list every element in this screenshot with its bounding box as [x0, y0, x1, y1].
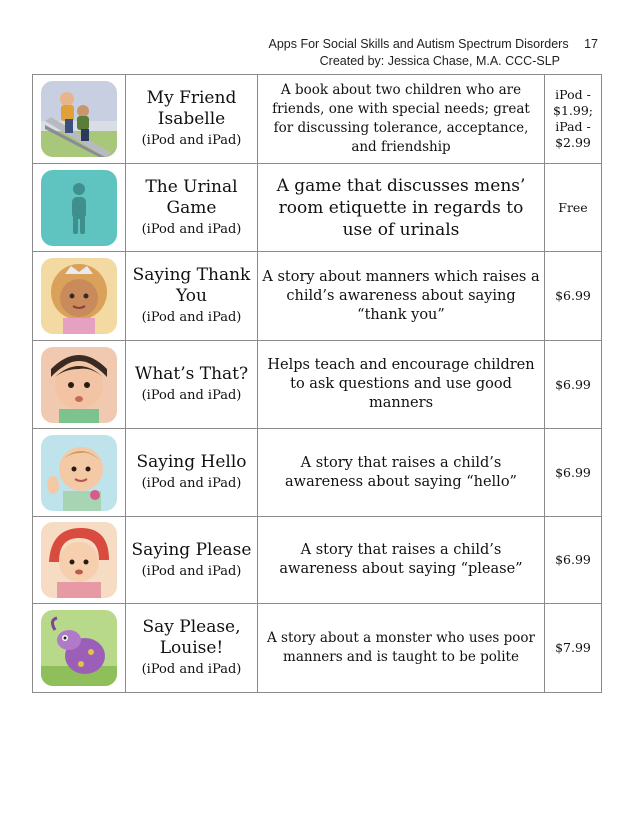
app-platform: (iPod and iPad) — [141, 388, 242, 403]
apps-table — [32, 74, 602, 693]
app-price: $6.99 — [555, 376, 591, 392]
app-platform: (iPod and iPad) — [141, 133, 242, 148]
document-title: Apps For Social Skills and Autism Spectrum Disorders — [268, 37, 569, 51]
app-name: Saying Please — [131, 539, 252, 560]
app-price: $6.99 — [555, 464, 591, 480]
children-on-slide-icon — [41, 81, 117, 157]
app-name: Saying Thank You — [132, 265, 251, 306]
app-description: A story about manners which raises a child’s awareness about saying “thank you” — [262, 268, 540, 323]
table-row — [33, 341, 602, 429]
girl-with-headscarf-icon — [41, 522, 117, 598]
app-platform: (iPod and iPad) — [141, 563, 242, 579]
table-row — [33, 75, 602, 164]
app-description: A story that raises a child’s awareness about saying “please” — [279, 542, 523, 577]
app-price: $6.99 — [555, 552, 591, 567]
app-name: Say Please, Louise! — [142, 617, 241, 658]
app-price: $6.99 — [555, 288, 591, 303]
app-description: A book about two children who are friends, one with special needs; great for discussing tolerance, acceptance, and friendship — [272, 82, 530, 155]
app-description: Helps teach and encourage children to ask questions and use good manners — [267, 357, 535, 411]
girl-with-tiara-icon — [41, 258, 117, 334]
app-price: iPod - $1.99; iPad - $2.99 — [553, 87, 593, 150]
app-platform: (iPod and iPad) — [141, 662, 242, 677]
app-price: $7.99 — [555, 640, 591, 655]
app-name: My Friend Isabelle — [146, 88, 237, 129]
table-row — [33, 604, 602, 693]
toddler-face-icon — [41, 347, 117, 423]
app-platform: (iPod and iPad) — [141, 221, 242, 237]
page-header — [268, 36, 598, 70]
table-row — [33, 164, 602, 252]
author-credit: Created by: Jessica Chase, M.A. CCC-SLP — [319, 54, 560, 68]
page-number: 17 — [584, 37, 598, 51]
app-description: A game that discusses mens’ room etiquette in regards to use of urinals — [276, 175, 526, 240]
person-silhouette-icon — [41, 170, 117, 246]
app-description: A story about a monster who uses poor manners and is taught to be polite — [266, 630, 536, 665]
app-platform: (iPod and iPad) — [141, 310, 242, 325]
app-description: A story that raises a child’s awareness about saying “hello” — [285, 454, 517, 490]
purple-monster-icon — [41, 610, 117, 686]
table-row — [33, 517, 602, 604]
table-row — [33, 429, 602, 517]
table-row — [33, 252, 602, 341]
app-price: Free — [558, 199, 588, 215]
app-name: Saying Hello — [136, 452, 247, 472]
app-name: The Urinal Game — [145, 176, 238, 218]
app-name: What’s That? — [134, 364, 249, 384]
app-platform: (iPod and iPad) — [141, 476, 242, 491]
baby-waving-icon — [41, 435, 117, 511]
